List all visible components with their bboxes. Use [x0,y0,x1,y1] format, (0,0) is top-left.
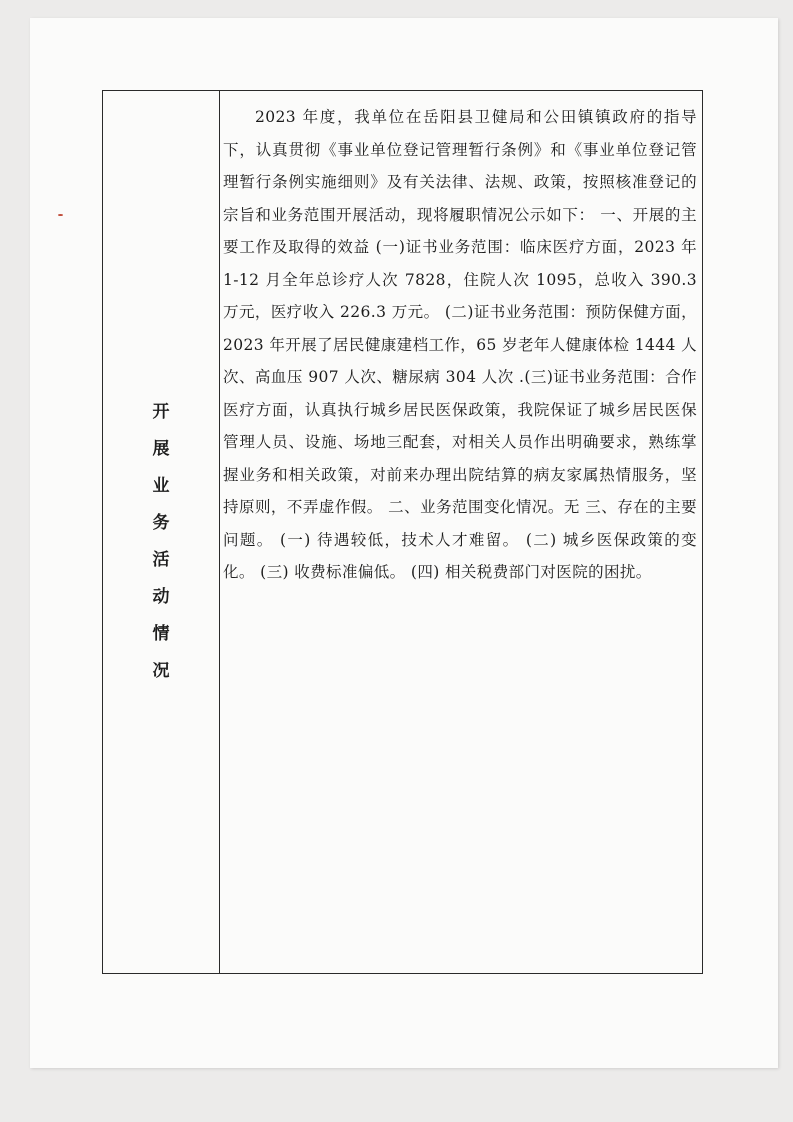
section-label-char: 业 [152,476,170,496]
section-label-char: 开 [152,402,170,422]
activity-table [102,90,703,974]
section-label-char: 活 [152,550,170,570]
section-label-char: 情 [152,624,170,644]
section-label-char: 动 [152,587,170,607]
section-label-cell [103,91,219,973]
section-label-char: 展 [152,439,170,459]
activity-description: 2023 年度，我单位在岳阳县卫健局和公田镇镇政府的指导下，认真贯彻《事业单位登记管理暂行条例》和《事业单位登记管理暂行条例实施细则》及有关法律、法规、政策，按照核准登记的宗旨和业务范围开展活动，现将履职情况公示如下： 一、开展的主要工作及取得的效益 (一)证书业务范围：临床医疗方面，2023 年 1-12 月全年总诊疗人次 7828，住院人次 1095，总收入 390.3 万元，医疗收入 226.3 万元。 (二)证书业务范围：预防保健方面，2023 年开展了居民健康建档工作，65 岁老年人健康体检 1444 人次、高血压 907 人次、糖尿病 304 人次 .(三)证书业务范围：合作医疗方面，认真执行城乡居民医保政策，我院保证了城乡居民医保管理人员、设施、场地三配套，对相关人员作出明确要求，熟练掌握业务和相关政策，对前来办理出院结算的病友家属热情服务，坚持原则，不弄虚作假。 二、业务范围变化情况。无 三、存在的主要问题。 (一) 待遇较低，技术人才难留。 (二) 城乡医保政策的变化。 (三) 收费标准偏低。 (四) 相关税费部门对医院的困扰。 [223,108,697,581]
document-page [30,18,778,1068]
column-divider [219,91,220,973]
section-label-char: 况 [152,661,170,681]
scan-speck [58,214,63,216]
section-label-char: 务 [152,513,170,533]
